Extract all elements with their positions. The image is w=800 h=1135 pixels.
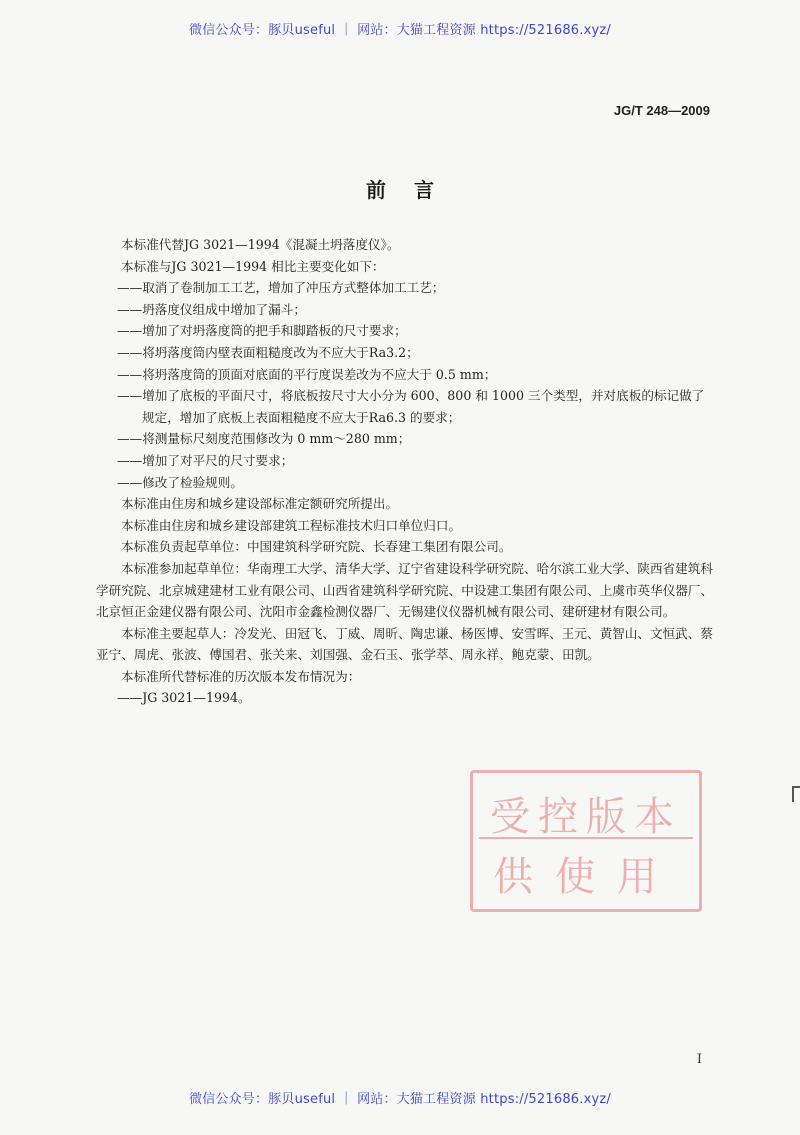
foreword-body: [96, 234, 716, 709]
stamp-line-2: 供使用: [493, 854, 679, 900]
paragraph-participating-drafters: 本标准参加起草单位：华南理工大学、清华大学、辽宁省建设科学研究院、哈尔滨工业大学、陕西省建筑科学研究院、北京城建建材工业有限公司、山西省建筑科学研究院、中设建工集团有限公司、上虞市英华仪器厂、北京恒正金建仪器有限公司、沈阳市金鑫检测仪器厂、无锡建仪仪器机械有限公司、建研建材有限公司。: [96, 560, 714, 620]
paragraph-proposer: 本标准由住房和城乡建设部标准定额研究所提出。: [121, 496, 399, 512]
change-item: ——增加了对坍落度筒的把手和脚踏板的尺寸要求；: [117, 323, 407, 339]
paragraph-main-drafters: 本标准主要起草人：冷发光、田冠飞、丁威、周昕、陶忠谦、杨医博、安雪晖、王元、黄智山、文恒武、蔡亚宁、周虎、张波、傅国君、张关来、刘国强、金石玉、张学萃、周永祥、鲍克蒙、田凯。: [96, 625, 713, 663]
change-item: ——将坍落度筒的顶面对底面的平行度误差改为不应大于 0.5 mm；: [117, 366, 497, 382]
page-number: I: [696, 1052, 702, 1067]
paragraph-replaces: 本标准代替JG 3021—1994《混凝土坍落度仪》。: [121, 237, 400, 252]
change-item: ——将测量标尺刻度范围修改为 0 mm～280 mm；: [117, 431, 411, 447]
change-item: ——将坍落度筒内壁表面粗糙度改为不应大于Ra3.2；: [117, 344, 419, 360]
watermark-bottom: 微信公众号：豚贝useful ｜ 网站：大猫工程资源 https://521686.xyz/: [189, 1092, 611, 1107]
controlled-copy-stamp: [470, 770, 702, 912]
stamp-line-1: 受控版本: [490, 794, 682, 840]
stamp-divider: [479, 837, 693, 839]
change-item: ——增加了对平尺的尺寸要求；: [117, 452, 294, 468]
paragraph-history-intro: 本标准所代替标准的历次版本发布情况为：: [121, 668, 361, 684]
watermark-top: 微信公众号：豚贝useful ｜ 网站：大猫工程资源 https://521686.xyz/: [189, 23, 611, 38]
scan-edge-mark: [792, 786, 800, 802]
change-item: ——坍落度仪组成中增加了漏斗；: [117, 301, 306, 317]
paragraph-administrator: 本标准由住房和城乡建设部建筑工程标准技术归口单位归口。: [121, 517, 462, 533]
history-item: ——JG 3021—1994。: [117, 690, 251, 706]
page-title: 前言: [366, 178, 462, 202]
change-item: ——取消了卷制加工工艺，增加了冲压方式整体加工工艺；: [117, 280, 445, 296]
change-item: ——增加了底板的平面尺寸，将底板按尺寸大小分为 600、800 和 1000 三个类型，并对底板的标记做了规定，增加了底板上表面粗糙度不应大于Ra6.3 的要求；: [117, 388, 705, 425]
paragraph-lead-drafters: 本标准负责起草单位：中国建筑科学研究院、长春建工集团有限公司。: [121, 539, 512, 555]
paragraph-changes-intro: 本标准与JG 3021—1994 相比主要变化如下：: [121, 258, 385, 274]
standard-code: JG/T 248—2009: [613, 103, 710, 118]
change-item: ——修改了检验规则。: [117, 474, 243, 490]
